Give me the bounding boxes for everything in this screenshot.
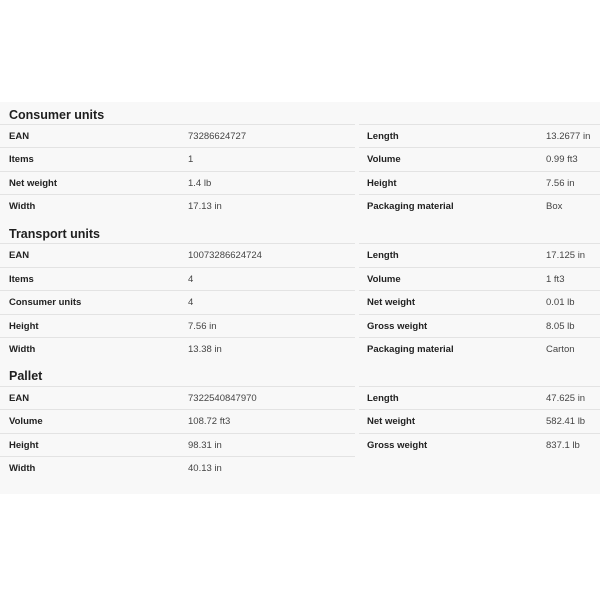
spec-value: 7322540847970 — [188, 393, 257, 404]
spec-row-gross-weight — [359, 314, 600, 337]
spec-value: 13.38 in — [188, 344, 222, 355]
spec-value: 0.01 lb — [546, 297, 575, 308]
spec-row-length — [359, 243, 600, 266]
spec-label: EAN — [9, 131, 30, 142]
spec-value: 10073286624724 — [188, 250, 262, 261]
spec-label: Volume — [9, 416, 43, 427]
spec-label: Height — [9, 440, 39, 451]
spec-row-volume — [0, 409, 355, 432]
spec-value: 17.13 in — [188, 201, 222, 212]
spec-label: Packaging material — [367, 201, 454, 212]
spec-label: Width — [9, 201, 36, 212]
spec-row-volume — [359, 267, 600, 290]
spec-row-height — [0, 314, 355, 337]
spec-row-net-weight — [359, 409, 600, 432]
spec-label: Consumer units — [9, 297, 82, 308]
spec-value: 73286624727 — [188, 131, 247, 142]
spec-value: 1 — [188, 154, 194, 165]
spec-value: 1 ft3 — [546, 274, 565, 285]
spec-label: Width — [9, 463, 36, 474]
spec-row-net-weight — [359, 290, 600, 313]
spec-label: EAN — [9, 250, 30, 261]
spec-row-ean — [0, 124, 355, 147]
product-specs-panel — [0, 102, 600, 494]
spec-label: Net weight — [367, 297, 416, 308]
spec-label: Height — [9, 321, 39, 332]
spec-row-height — [0, 433, 355, 456]
spec-value: 4 — [188, 274, 194, 285]
spec-row-net-weight — [0, 171, 355, 194]
spec-row-items — [0, 267, 355, 290]
section-title-transport-units: Transport units — [9, 227, 100, 241]
spec-row-width — [0, 337, 355, 360]
spec-label: Items — [9, 154, 34, 165]
spec-value: 47.625 in — [546, 393, 586, 404]
spec-value: 7.56 in — [546, 178, 575, 189]
spec-row-width — [0, 194, 355, 217]
section-title-consumer-units: Consumer units — [9, 108, 105, 122]
spec-value: 40.13 in — [188, 463, 222, 474]
spec-value: 582.41 lb — [546, 416, 586, 427]
spec-row-ean — [0, 243, 355, 266]
spec-label: Width — [9, 344, 36, 355]
spec-value: 108.72 ft3 — [188, 416, 231, 427]
spec-value: 7.56 in — [188, 321, 217, 332]
spec-label: Items — [9, 274, 34, 285]
spec-row-gross-weight — [359, 433, 600, 456]
spec-value: Box — [546, 201, 563, 212]
spec-row-volume — [359, 147, 600, 170]
spec-label: EAN — [9, 393, 30, 404]
spec-value: Carton — [546, 344, 575, 355]
spec-row-length — [359, 124, 600, 147]
spec-label: Volume — [367, 274, 401, 285]
spec-label: Length — [367, 131, 399, 142]
row-divider — [0, 456, 355, 457]
spec-label: Length — [367, 393, 399, 404]
spec-value: 1.4 lb — [188, 178, 212, 189]
spec-row-packaging-material — [359, 194, 600, 217]
spec-label: Length — [367, 250, 399, 261]
spec-label: Packaging material — [367, 344, 454, 355]
spec-value: 8.05 lb — [546, 321, 575, 332]
spec-row-consumer-units — [0, 290, 355, 313]
spec-value: 98.31 in — [188, 440, 222, 451]
spec-label: Height — [367, 178, 397, 189]
spec-value: 4 — [188, 297, 194, 308]
spec-value: 13.2677 in — [546, 131, 591, 142]
spec-row-ean — [0, 386, 355, 409]
spec-row-width — [0, 456, 355, 479]
spec-value: 837.1 lb — [546, 440, 580, 451]
spec-label: Gross weight — [367, 321, 428, 332]
spec-row-length — [359, 386, 600, 409]
spec-label: Volume — [367, 154, 401, 165]
spec-label: Net weight — [9, 178, 58, 189]
spec-value: 17.125 in — [546, 250, 586, 261]
section-title-pallet: Pallet — [9, 369, 43, 383]
spec-row-packaging-material — [359, 337, 600, 360]
spec-row-height — [359, 171, 600, 194]
spec-value: 0.99 ft3 — [546, 154, 578, 165]
spec-row-items — [0, 147, 355, 170]
spec-label: Gross weight — [367, 440, 428, 451]
spec-label: Net weight — [367, 416, 416, 427]
